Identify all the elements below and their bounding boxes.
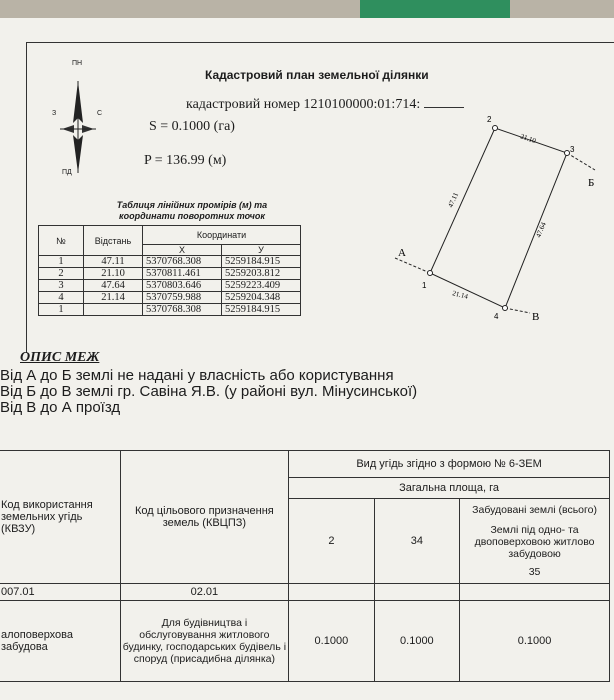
boundary-arrow-a — [395, 258, 430, 273]
col-coords-header: Координати — [143, 226, 301, 245]
area-value: S = 0.1000 (га) — [149, 119, 235, 134]
table-row: 3 47.64 5370803.646 5259223.409 — [39, 280, 301, 292]
plot-point-3 — [565, 151, 570, 156]
total-area-header: Загальна площа, га — [289, 478, 610, 499]
boundaries-heading: ОПИС МЕЖ — [20, 350, 100, 365]
boundary-arrow-b — [567, 153, 595, 170]
point-label-3: 3 — [570, 145, 575, 154]
side-label-4-1: 21.14 — [451, 289, 469, 301]
low-rise-area-value: 0.1000 — [460, 601, 610, 682]
point-label-4: 4 — [494, 312, 499, 321]
letter-v: В — [532, 311, 540, 323]
kvzu-code: 007.01 — [0, 584, 120, 601]
built-area-value: 0.1000 — [374, 601, 459, 682]
coord-table-title: Таблиця лінійних промірів (м) та координати поворотних точок — [116, 200, 268, 221]
compass-east-label: С — [97, 110, 103, 117]
kvcpz-name: Для будівництва і обслуговування житлового будинку, господарських будівель і споруд (присадибна ділянка) — [120, 601, 289, 682]
page-title: Кадастровий план земельної ділянки — [205, 68, 429, 82]
land-type-group-header: Вид угідь згідно з формою № 6-ЗЕМ — [289, 451, 610, 478]
letter-b: Б — [588, 177, 595, 189]
letter-a: А — [398, 247, 406, 259]
plot-point-4 — [503, 306, 508, 311]
land-use-table — [0, 450, 610, 682]
plot-drawing — [390, 98, 614, 328]
code-built: 34 — [374, 499, 459, 584]
point-label-1: 1 — [422, 281, 427, 290]
table-row: 1 47.11 5370768.308 5259184.915 — [39, 256, 301, 268]
plot-outline — [430, 128, 567, 308]
low-rise-cell — [460, 499, 610, 584]
point-label-2: 2 — [487, 115, 492, 124]
cadastral-label: кадастровий номер — [186, 97, 301, 112]
table-row: 4 21.14 5370759.988 5259204.348 — [39, 292, 301, 304]
boundary-line-2: Від Б до В землі гр. Савіна Я.В. (у районі вул. Мінусинської) — [0, 383, 418, 400]
kvcpz-header: Код цільового призначення земель (КВЦПЗ) — [120, 451, 289, 584]
boundary-line-3: Від В до А проїзд — [0, 399, 121, 416]
col-y-header: У — [222, 245, 301, 256]
total-area-value: 0.1000 — [289, 601, 374, 682]
side-label-2-3: 21.10 — [519, 132, 537, 146]
code-total: 2 — [289, 499, 374, 584]
coordinates-table — [38, 225, 301, 316]
col-num-header: № — [39, 226, 84, 256]
table-row: 1 5370768.308 5259184.915 — [39, 304, 301, 316]
side-label-3-4: 47.64 — [534, 221, 548, 239]
side-label-1-2: 47.11 — [446, 191, 461, 209]
boundary-arrow-v — [505, 308, 530, 313]
compass-rose-icon — [48, 73, 108, 188]
kvcpz-code: 02.01 — [120, 584, 289, 601]
built-header: Забудовані землі (всього) — [472, 504, 597, 516]
perimeter-value: P = 136.99 (м) — [144, 153, 227, 168]
col-distance-header: Відстань — [84, 226, 143, 256]
col-x-header: X — [143, 245, 222, 256]
compass-south-label: ПД — [62, 169, 72, 176]
low-rise-header: Землі під одно- та двоповерховою житлово забудовою — [474, 524, 595, 560]
boundary-line-1: Від А до Б землі не надані у власність або користування — [0, 367, 394, 384]
cadastral-number: 1210100000:01:714: — [303, 97, 421, 112]
kvzu-header: Код використання земельних угідь (КВЗУ) — [0, 451, 120, 584]
kvzu-name: алоповерхова забудова — [0, 601, 120, 682]
compass-west-label: З — [52, 110, 57, 117]
table-row: 2 21.10 5370811.461 5259203.812 — [39, 268, 301, 280]
plot-point-1 — [428, 271, 433, 276]
plot-point-2 — [493, 126, 498, 131]
document-sheet — [0, 18, 614, 700]
compass-north-label: ПН — [72, 60, 83, 67]
code-low: 35 — [528, 566, 541, 578]
